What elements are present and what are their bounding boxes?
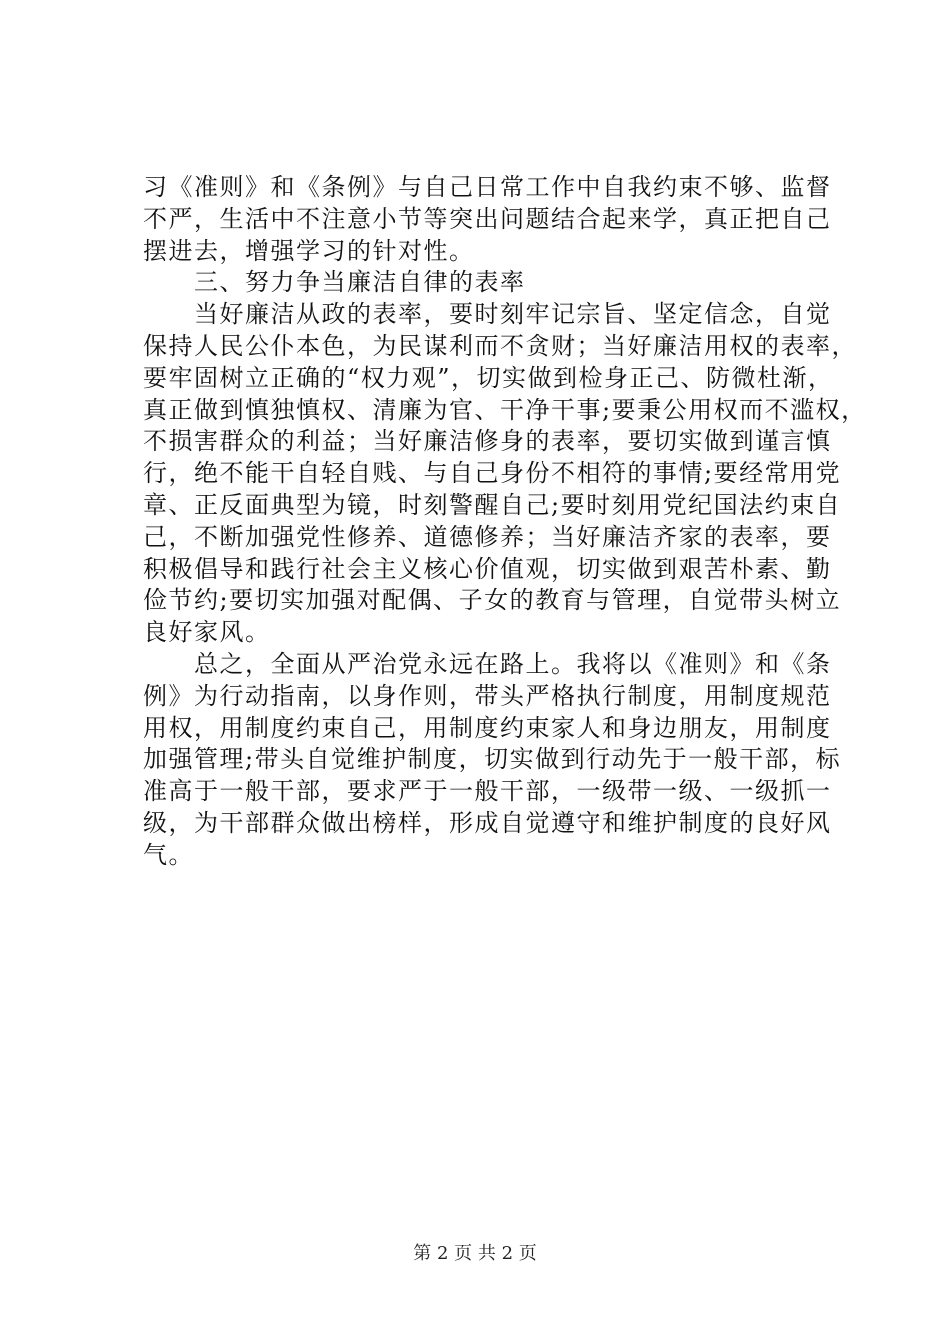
text-line: 行，绝不能干自轻自贱、与自己身份不相符的事情;要经常用党: [143, 459, 842, 488]
text-line: 气。: [143, 840, 194, 869]
text-line: 例》为行动指南，以身作则，带头严格执行制度，用制度规范: [143, 681, 832, 710]
text-line: 用权，用制度约束自己，用制度约束家人和身边朋友，用制度: [143, 713, 832, 742]
text-line: 习《准则》和《条例》与自己日常工作中自我约束不够、监督: [143, 173, 832, 201]
text-line: 不严，生活中不注意小节等突出问题结合起来学，真正把自己: [143, 204, 832, 233]
text-line: 真正做到慎独慎权、清廉为官、干净干事;要秉公用权而不滥权，: [143, 395, 867, 424]
page-number-footer: 第 2 页 共 2 页: [413, 1243, 537, 1264]
text-line: 不损害群众的利益；当好廉洁修身的表率，要切实做到谨言慎: [143, 427, 832, 456]
text-line: 总之，全面从严治党永远在路上。我将以《准则》和《条: [143, 649, 832, 678]
text-line: 章、正反面典型为镜，时刻警醒自己;要时刻用党纪国法约束自: [143, 490, 842, 519]
text-line: 良好家风。: [143, 618, 271, 647]
text-line: 要牢固树立正确的“权力观”，切实做到检身正己、防微杜渐，: [143, 363, 834, 392]
section-heading: 三、努力争当廉洁自律的表率: [143, 268, 526, 297]
document-body: [143, 172, 867, 872]
text-line: 摆进去，增强学习的针对性。: [143, 236, 475, 265]
text-line: 当好廉洁从政的表率，要时刻牢记宗旨、坚定信念，自觉: [143, 300, 832, 329]
text-line: 俭节约;要切实加强对配偶、子女的教育与管理，自觉带头树立: [143, 586, 842, 615]
text-line: 积极倡导和践行社会主义核心价值观，切实做到艰苦朴素、勤: [143, 554, 832, 583]
text-line: 保持人民公仆本色，为民谋利而不贪财；当好廉洁用权的表率，: [143, 331, 857, 360]
text-line: 加强管理;带头自觉维护制度，切实做到行动先于一般干部，标: [143, 745, 842, 774]
text-line: 准高于一般干部，要求严于一般干部，一级带一级、一级抓一: [143, 777, 832, 806]
text-line: 级，为干部群众做出榜样，形成自觉遵守和维护制度的良好风: [143, 808, 832, 837]
text-line: 己，不断加强党性修养、道德修养；当好廉洁齐家的表率，要: [143, 522, 832, 551]
